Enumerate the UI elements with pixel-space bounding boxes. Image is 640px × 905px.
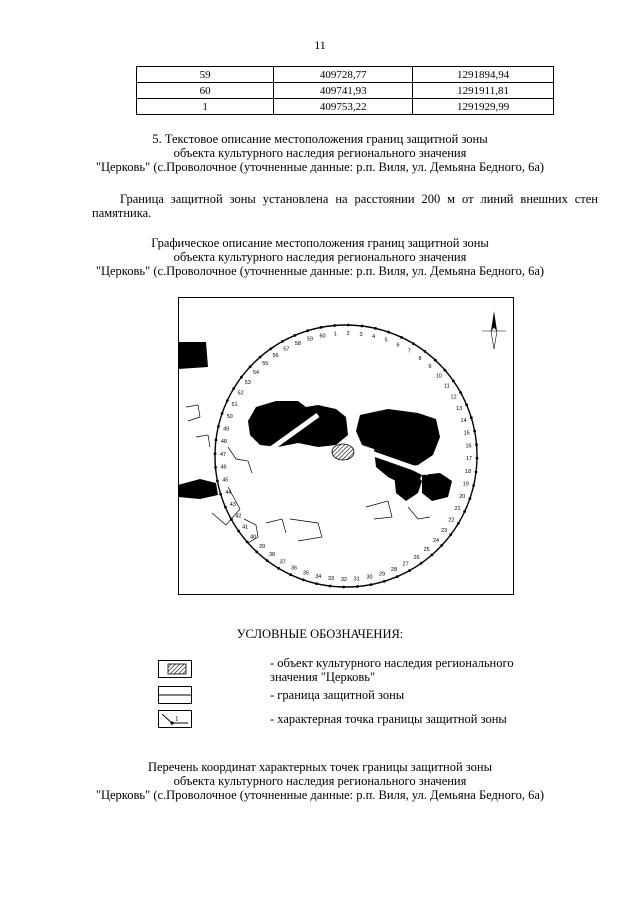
table-row (137, 67, 554, 83)
boundary-point-label: 14 (460, 418, 467, 424)
boundary-point-label: 47 (219, 451, 227, 458)
boundary-point-label: 28 (391, 567, 398, 574)
table-cell: 1291911,81 (413, 83, 554, 99)
boundary-point-label: 16 (465, 443, 472, 450)
boundary-point-label: 32 (340, 577, 347, 583)
boundary-point-label: 33 (327, 576, 335, 583)
zone-paragraph (92, 192, 598, 220)
boundary-point (215, 439, 218, 442)
boundary-point-label: 3 (359, 331, 363, 338)
boundary-point (396, 575, 399, 578)
legend-point-label: 1 (175, 715, 179, 723)
boundary-point (302, 579, 305, 582)
heading-line: Перечень координат характерных точек границы защитной зоны (147, 760, 493, 774)
boundary-point-label: 30 (366, 574, 373, 581)
legend-item-point: - характерная точка границы защитной зоны (270, 712, 507, 726)
boundary-point-label: 18 (465, 469, 472, 475)
heading-line: "Церковь" (с.Проволочное (уточненные данные: р.п. Виля, ул. Демьяна Бедного, 6а) (95, 160, 545, 174)
boundary-point (356, 585, 359, 588)
boundary-point-label: 29 (378, 571, 386, 578)
boundary-point (423, 350, 426, 353)
heritage-object-legend-icon (158, 660, 192, 678)
boundary-point-legend-icon (158, 710, 192, 728)
boundary-point (473, 430, 476, 433)
zone-boundary-legend-icon (158, 686, 192, 704)
boundary-point-label: 37 (279, 559, 286, 566)
boundary-point-label: 15 (463, 430, 470, 437)
church-object (332, 444, 354, 460)
heading-line: "Церковь" (с.Проволочное (уточненные данные: р.п. Виля, ул. Демьяна Бедного, 6а) (95, 264, 545, 278)
boundary-point (277, 567, 280, 570)
boundary-point (249, 365, 252, 368)
boundary-point (259, 356, 262, 359)
boundary-point-label: 45 (222, 477, 229, 484)
boundary-point-label: 59 (306, 336, 314, 343)
boundary-point (475, 471, 478, 474)
boundary-point (440, 544, 443, 547)
table-cell: 1291894,94 (413, 67, 554, 83)
boundary-point (214, 452, 217, 455)
boundary-point (459, 391, 462, 394)
boundary-point (420, 562, 423, 565)
boundary-point (224, 506, 227, 509)
boundary-point-label: 53 (244, 380, 251, 386)
table-cell: 409741,93 (274, 83, 413, 99)
boundary-point-label: 36 (290, 565, 298, 572)
boundary-point (217, 425, 220, 428)
boundary-point-label: 4 (372, 334, 376, 341)
boundary-point-label: 56 (272, 353, 279, 360)
boundary-point-label: 6 (396, 342, 400, 349)
boundary-point (329, 585, 332, 588)
page-number: 11 (314, 38, 326, 52)
boundary-point (457, 522, 460, 525)
boundary-point (370, 583, 373, 586)
boundary-point (444, 369, 447, 372)
table-cell: 409753,22 (274, 99, 413, 115)
boundary-point (226, 399, 229, 402)
boundary-point-label: 38 (268, 552, 276, 559)
boundary-point-label: 12 (450, 394, 457, 401)
boundary-point (469, 497, 472, 500)
boundary-point (374, 327, 377, 330)
boundary-point-label: 57 (283, 346, 290, 353)
boundary-point-label: 48 (220, 439, 227, 445)
paragraph-line: памятника. (92, 206, 152, 220)
coordinates-list-heading (0, 760, 640, 802)
legend-title: УСЛОВНЫЕ ОБОЗНАЧЕНИЯ: (236, 627, 404, 641)
legend-item-boundary: - граница защитной зоны (270, 688, 405, 702)
coordinates-table (136, 66, 554, 115)
table-cell: 59 (137, 67, 274, 83)
boundary-point-label: 41 (242, 524, 249, 531)
boundary-point (383, 580, 386, 583)
boundary-point-label: 52 (237, 390, 244, 397)
legend-text-line: - объект культурного наследия регионального (270, 656, 514, 670)
boundary-point-label: 27 (402, 561, 409, 568)
graphic-description-heading (0, 236, 640, 278)
heading-line: "Церковь" (с.Проволочное (уточненные данные: р.п. Виля, ул. Демьяна Бедного, 6а) (95, 788, 545, 802)
boundary-point-label: 21 (454, 506, 461, 512)
table-row (137, 99, 554, 115)
boundary-point (293, 334, 296, 337)
boundary-point-label: 1 (333, 331, 337, 338)
table-cell: 409728,77 (274, 67, 413, 83)
heading-line: Графическое описание местоположения границ защитной зоны (151, 236, 489, 250)
boundary-point (255, 550, 258, 553)
text-description-heading (0, 132, 640, 174)
boundary-point-label: 44 (225, 490, 232, 496)
boundary-point (221, 412, 224, 415)
boundary-point (347, 324, 350, 327)
boundary-point-label: 10 (435, 373, 442, 380)
boundary-point-label: 40 (250, 534, 257, 541)
boundary-point-label: 46 (220, 464, 227, 471)
boundary-point-label: 39 (259, 544, 266, 550)
boundary-point (214, 466, 217, 469)
boundary-point (452, 380, 455, 383)
boundary-point-label: 13 (456, 405, 463, 412)
boundary-point-label: 60 (319, 333, 326, 340)
boundary-point-label: 31 (353, 576, 360, 583)
boundary-point-label: 20 (459, 494, 466, 500)
boundary-point (408, 569, 411, 572)
heading-line: 5. Текстовое описание местоположения границ защитной зоны (152, 132, 488, 146)
boundary-point-label: 23 (441, 528, 448, 534)
boundary-point (281, 340, 284, 343)
boundary-point (434, 359, 437, 362)
boundary-point (240, 376, 243, 379)
heading-line: объекта культурного наследия регионального значения (173, 250, 467, 264)
protection-zone-map (178, 297, 514, 595)
boundary-point-label: 25 (423, 546, 430, 553)
legend-item-heritage (270, 656, 514, 684)
boundary-point (387, 331, 390, 334)
boundary-point (320, 326, 323, 329)
boundary-point-label: 17 (465, 456, 473, 463)
boundary-point (412, 342, 415, 345)
boundary-point (431, 554, 434, 557)
boundary-point-label: 11 (443, 383, 450, 390)
boundary-point (470, 416, 473, 419)
boundary-point (315, 582, 318, 585)
boundary-point (333, 324, 336, 327)
paragraph-line: Граница защитной зоны установлена на расстоянии 200 м от линий внешних стен (120, 192, 598, 206)
boundary-point (232, 387, 235, 390)
boundary-point (230, 518, 233, 521)
boundary-point (400, 336, 403, 339)
boundary-point (342, 586, 345, 589)
boundary-point (463, 510, 466, 513)
boundary-point-label: 2 (346, 331, 350, 337)
boundary-point-label: 49 (223, 426, 230, 433)
boundary-point-label: 35 (302, 570, 310, 577)
boundary-point (465, 403, 468, 406)
boundary-point-label: 42 (235, 513, 242, 520)
table-row (137, 83, 554, 99)
boundary-point-label: 50 (226, 414, 233, 420)
boundary-point (216, 480, 219, 483)
boundary-point-label: 24 (432, 537, 440, 544)
boundary-point-label: 22 (448, 517, 455, 524)
boundary-point (361, 325, 364, 328)
boundary-point (476, 457, 479, 460)
boundary-point (237, 530, 240, 533)
boundary-point (246, 541, 249, 544)
boundary-point-label: 7 (407, 348, 411, 355)
boundary-point (475, 443, 478, 446)
boundary-point-label: 9 (428, 364, 432, 370)
boundary-point (270, 347, 273, 350)
boundary-point-label: 54 (252, 370, 260, 377)
boundary-point-label: 58 (294, 340, 301, 347)
table-cell: 1 (137, 99, 274, 115)
boundary-point-label: 51 (231, 402, 238, 408)
boundary-point-label: 26 (413, 554, 420, 561)
boundary-point-label: 43 (229, 502, 236, 509)
boundary-point-label: 8 (418, 355, 422, 362)
boundary-point-label: 5 (384, 337, 388, 344)
table-cell: 1291929,99 (413, 99, 554, 115)
boundary-point (266, 559, 269, 562)
heading-line: объекта культурного наследия регионального значения (173, 774, 467, 788)
boundary-point (219, 493, 222, 496)
legend-text-line: значения "Церковь" (270, 670, 376, 684)
heading-line: объекта культурного наследия регионального значения (173, 146, 467, 160)
boundary-point-label: 55 (262, 361, 269, 368)
boundary-point-label: 34 (315, 573, 322, 580)
table-cell: 60 (137, 83, 274, 99)
boundary-point-label: 19 (462, 481, 469, 488)
boundary-point (289, 573, 292, 576)
boundary-point (306, 329, 309, 332)
boundary-point (472, 484, 475, 487)
boundary-point (449, 533, 452, 536)
